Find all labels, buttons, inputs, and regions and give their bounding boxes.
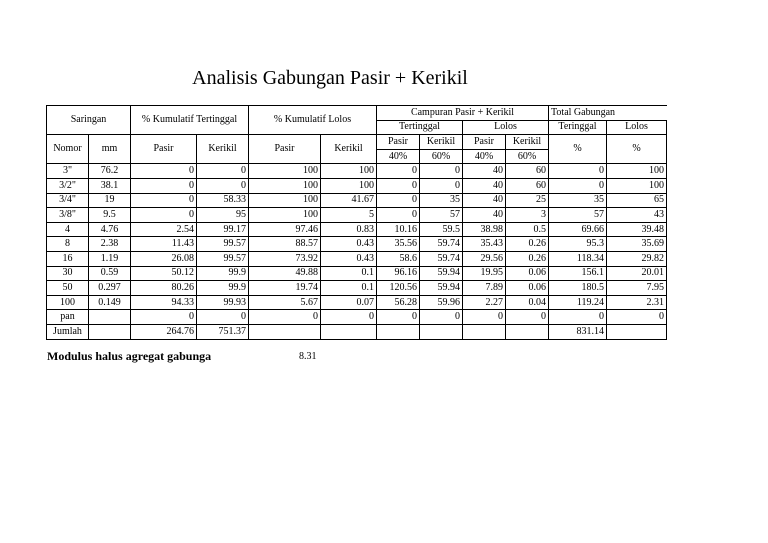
header-kerikil-lolos: Kerikil bbox=[321, 135, 377, 164]
table-cell: 0 bbox=[131, 310, 197, 325]
table-cell: 0 bbox=[131, 178, 197, 193]
header-lolos: Lolos bbox=[463, 120, 549, 135]
header-lolos-total: Lolos bbox=[607, 120, 667, 135]
table-cell: 49.88 bbox=[249, 266, 321, 281]
table-cell: 39.48 bbox=[607, 222, 667, 237]
table-cell: 100 bbox=[607, 164, 667, 179]
table-cell: 76.2 bbox=[89, 164, 131, 179]
table-cell: 41.67 bbox=[321, 193, 377, 208]
table-cell: 30 bbox=[47, 266, 89, 281]
table-cell: 100 bbox=[249, 193, 321, 208]
table-cell: 19.95 bbox=[463, 266, 506, 281]
table-cell: 50 bbox=[47, 281, 89, 296]
table-cell: 29.82 bbox=[607, 251, 667, 266]
table-cell: 43 bbox=[607, 208, 667, 223]
table-cell: 60 bbox=[506, 164, 549, 179]
table-cell: 99.93 bbox=[197, 295, 249, 310]
table-row bbox=[47, 178, 667, 193]
header-campuran: Campuran Pasir + Kerikil bbox=[377, 106, 549, 121]
gradation-table bbox=[46, 105, 667, 340]
table-row bbox=[47, 222, 667, 237]
header-campuran-kerikil-l: Kerikil bbox=[506, 135, 549, 150]
table-row bbox=[47, 251, 667, 266]
table-row bbox=[47, 266, 667, 281]
table-cell: 11.43 bbox=[131, 237, 197, 252]
table-row bbox=[47, 324, 667, 339]
table-cell: 0 bbox=[377, 178, 420, 193]
table-cell: 3/8" bbox=[47, 208, 89, 223]
table-cell: 0 bbox=[463, 310, 506, 325]
table-cell: 3" bbox=[47, 164, 89, 179]
table-cell: 156.1 bbox=[549, 266, 607, 281]
table-cell: 0 bbox=[197, 310, 249, 325]
table-cell: 3/4" bbox=[47, 193, 89, 208]
table-cell: 0.149 bbox=[89, 295, 131, 310]
table-cell: 100 bbox=[47, 295, 89, 310]
table-body bbox=[47, 164, 667, 339]
table-cell: 38.98 bbox=[463, 222, 506, 237]
table-cell: 0 bbox=[549, 178, 607, 193]
table-cell: 0.83 bbox=[321, 222, 377, 237]
table-cell: 96.16 bbox=[377, 266, 420, 281]
table-cell: 35.56 bbox=[377, 237, 420, 252]
table-cell: 94.33 bbox=[131, 295, 197, 310]
table-row bbox=[47, 310, 667, 325]
header-campuran-kerikil-t: Kerikil bbox=[420, 135, 463, 150]
table-cell: 3/2" bbox=[47, 178, 89, 193]
header-pct-tertinggal: % bbox=[549, 135, 607, 164]
table-cell: 4 bbox=[47, 222, 89, 237]
table-cell: 100 bbox=[249, 178, 321, 193]
table-cell: 35 bbox=[420, 193, 463, 208]
table-cell: 0 bbox=[377, 310, 420, 325]
table-cell: 5.67 bbox=[249, 295, 321, 310]
table-cell: 0 bbox=[377, 193, 420, 208]
table-cell: 0 bbox=[549, 310, 607, 325]
table-cell: 0 bbox=[377, 164, 420, 179]
table-cell: 9.5 bbox=[89, 208, 131, 223]
table-row bbox=[47, 208, 667, 223]
header-kerikil-tertinggal: Kerikil bbox=[197, 135, 249, 164]
table-cell: 88.57 bbox=[249, 237, 321, 252]
table-cell: 120.56 bbox=[377, 281, 420, 296]
table-cell: 0.43 bbox=[321, 251, 377, 266]
header-total-gabungan: Total Gabungan bbox=[549, 106, 667, 121]
table-cell: 0.297 bbox=[89, 281, 131, 296]
header-40-l: 40% bbox=[463, 149, 506, 164]
table-cell: 100 bbox=[321, 164, 377, 179]
table-cell: 751.37 bbox=[197, 324, 249, 339]
table-cell: 65 bbox=[607, 193, 667, 208]
table-cell: 0.1 bbox=[321, 281, 377, 296]
table-cell: 59.94 bbox=[420, 266, 463, 281]
table-cell: 19.74 bbox=[249, 281, 321, 296]
table-cell: 59.96 bbox=[420, 295, 463, 310]
table-cell: 0 bbox=[549, 164, 607, 179]
table-cell: 57 bbox=[420, 208, 463, 223]
table-cell: 59.74 bbox=[420, 251, 463, 266]
table-cell: 35.69 bbox=[607, 237, 667, 252]
table-cell: 0.26 bbox=[506, 237, 549, 252]
table-cell: 50.12 bbox=[131, 266, 197, 281]
table-cell: 59.74 bbox=[420, 237, 463, 252]
table-cell: 0 bbox=[420, 310, 463, 325]
table-cell: 5 bbox=[321, 208, 377, 223]
table-cell: 0.43 bbox=[321, 237, 377, 252]
table-cell: 40 bbox=[463, 164, 506, 179]
table-cell: 8 bbox=[47, 237, 89, 252]
table-cell: 0 bbox=[249, 310, 321, 325]
table-cell: 1.19 bbox=[89, 251, 131, 266]
table-cell: 0 bbox=[131, 193, 197, 208]
table-cell: 119.24 bbox=[549, 295, 607, 310]
table-cell bbox=[249, 324, 321, 339]
header-tertinggal: Tertinggal bbox=[377, 120, 463, 135]
table-cell: 0 bbox=[420, 164, 463, 179]
table-cell: 97.46 bbox=[249, 222, 321, 237]
table-row bbox=[47, 164, 667, 179]
table-cell: 10.16 bbox=[377, 222, 420, 237]
table-cell: 58.6 bbox=[377, 251, 420, 266]
table-cell: Jumlah bbox=[47, 324, 89, 339]
table-cell: 99.57 bbox=[197, 237, 249, 252]
table-cell: 100 bbox=[607, 178, 667, 193]
table-cell: 180.5 bbox=[549, 281, 607, 296]
table-cell: 0 bbox=[607, 310, 667, 325]
table-cell: 99.9 bbox=[197, 266, 249, 281]
table-cell: 0.5 bbox=[506, 222, 549, 237]
table-cell bbox=[321, 324, 377, 339]
header-pasir-lolos: Pasir bbox=[249, 135, 321, 164]
table-cell: 59.5 bbox=[420, 222, 463, 237]
table-cell: 40 bbox=[463, 193, 506, 208]
header-campuran-pasir-l: Pasir bbox=[463, 135, 506, 150]
table-cell: 0 bbox=[131, 208, 197, 223]
table-cell bbox=[607, 324, 667, 339]
header-nomor: Nomor bbox=[47, 135, 89, 164]
header-kumulatif-tertinggal: % Kumulatif Tertinggal bbox=[131, 106, 249, 135]
header-40-t: 40% bbox=[377, 149, 420, 164]
table-cell: 0 bbox=[197, 164, 249, 179]
table-cell: 831.14 bbox=[549, 324, 607, 339]
table-cell: 19 bbox=[89, 193, 131, 208]
table-cell: 0 bbox=[420, 178, 463, 193]
table-cell: 95.3 bbox=[549, 237, 607, 252]
table-cell: 3 bbox=[506, 208, 549, 223]
table-cell: 2.54 bbox=[131, 222, 197, 237]
header-mm: mm bbox=[89, 135, 131, 164]
table-cell: 40 bbox=[463, 208, 506, 223]
table-cell bbox=[89, 324, 131, 339]
table-cell: 100 bbox=[249, 164, 321, 179]
header-60-t: 60% bbox=[420, 149, 463, 164]
table-cell: 0 bbox=[506, 310, 549, 325]
table-cell: pan bbox=[47, 310, 89, 325]
header-campuran-pasir-t: Pasir bbox=[377, 135, 420, 150]
table-cell: 0 bbox=[377, 208, 420, 223]
table-cell bbox=[463, 324, 506, 339]
table-cell: 73.92 bbox=[249, 251, 321, 266]
table-cell: 99.9 bbox=[197, 281, 249, 296]
table-cell: 7.89 bbox=[463, 281, 506, 296]
table-cell: 29.56 bbox=[463, 251, 506, 266]
table-cell: 80.26 bbox=[131, 281, 197, 296]
table-row bbox=[47, 193, 667, 208]
table-cell: 99.17 bbox=[197, 222, 249, 237]
table-cell: 2.31 bbox=[607, 295, 667, 310]
table-cell: 40 bbox=[463, 178, 506, 193]
header-pct-lolos: % bbox=[607, 135, 667, 164]
table-cell: 69.66 bbox=[549, 222, 607, 237]
table-cell: 100 bbox=[321, 178, 377, 193]
table-cell: 0.04 bbox=[506, 295, 549, 310]
table-cell: 100 bbox=[249, 208, 321, 223]
table-cell: 25 bbox=[506, 193, 549, 208]
table-row bbox=[47, 237, 667, 252]
table-cell bbox=[506, 324, 549, 339]
table-cell: 118.34 bbox=[549, 251, 607, 266]
table-cell: 57 bbox=[549, 208, 607, 223]
table-cell: 2.38 bbox=[89, 237, 131, 252]
table-cell bbox=[420, 324, 463, 339]
table-cell: 0.06 bbox=[506, 281, 549, 296]
table-cell: 35.43 bbox=[463, 237, 506, 252]
table-cell: 99.57 bbox=[197, 251, 249, 266]
header-kumulatif-lolos: % Kumulatif Lolos bbox=[249, 106, 377, 135]
table-cell: 0 bbox=[131, 164, 197, 179]
table-row bbox=[47, 281, 667, 296]
header-saringan: Saringan bbox=[47, 106, 131, 135]
table-cell: 20.01 bbox=[607, 266, 667, 281]
modulus-value: 8.31 bbox=[299, 351, 317, 362]
table-cell: 264.76 bbox=[131, 324, 197, 339]
table-cell: 26.08 bbox=[131, 251, 197, 266]
table-cell: 16 bbox=[47, 251, 89, 266]
table-cell: 4.76 bbox=[89, 222, 131, 237]
table-cell: 60 bbox=[506, 178, 549, 193]
table-cell: 0.1 bbox=[321, 266, 377, 281]
table-row bbox=[47, 295, 667, 310]
header-60-l: 60% bbox=[506, 149, 549, 164]
table-cell: 38.1 bbox=[89, 178, 131, 193]
table-cell bbox=[377, 324, 420, 339]
table-cell: 56.28 bbox=[377, 295, 420, 310]
table-cell: 0.59 bbox=[89, 266, 131, 281]
table-cell: 2.27 bbox=[463, 295, 506, 310]
table-cell: 59.94 bbox=[420, 281, 463, 296]
table-cell: 58.33 bbox=[197, 193, 249, 208]
table-cell: 0.26 bbox=[506, 251, 549, 266]
modulus-label: Modulus halus agregat gabunga bbox=[47, 349, 212, 363]
table-cell: 35 bbox=[549, 193, 607, 208]
header-teringgal: Teringgal bbox=[549, 120, 607, 135]
table-cell: 0 bbox=[197, 178, 249, 193]
header-pasir-tertinggal: Pasir bbox=[131, 135, 197, 164]
table-cell: 95 bbox=[197, 208, 249, 223]
table-cell bbox=[89, 310, 131, 325]
table-cell: 0.07 bbox=[321, 295, 377, 310]
table-cell: 0 bbox=[321, 310, 377, 325]
table-cell: 7.95 bbox=[607, 281, 667, 296]
page-title: Analisis Gabungan Pasir + Kerikil bbox=[192, 67, 468, 89]
table-cell: 0.06 bbox=[506, 266, 549, 281]
